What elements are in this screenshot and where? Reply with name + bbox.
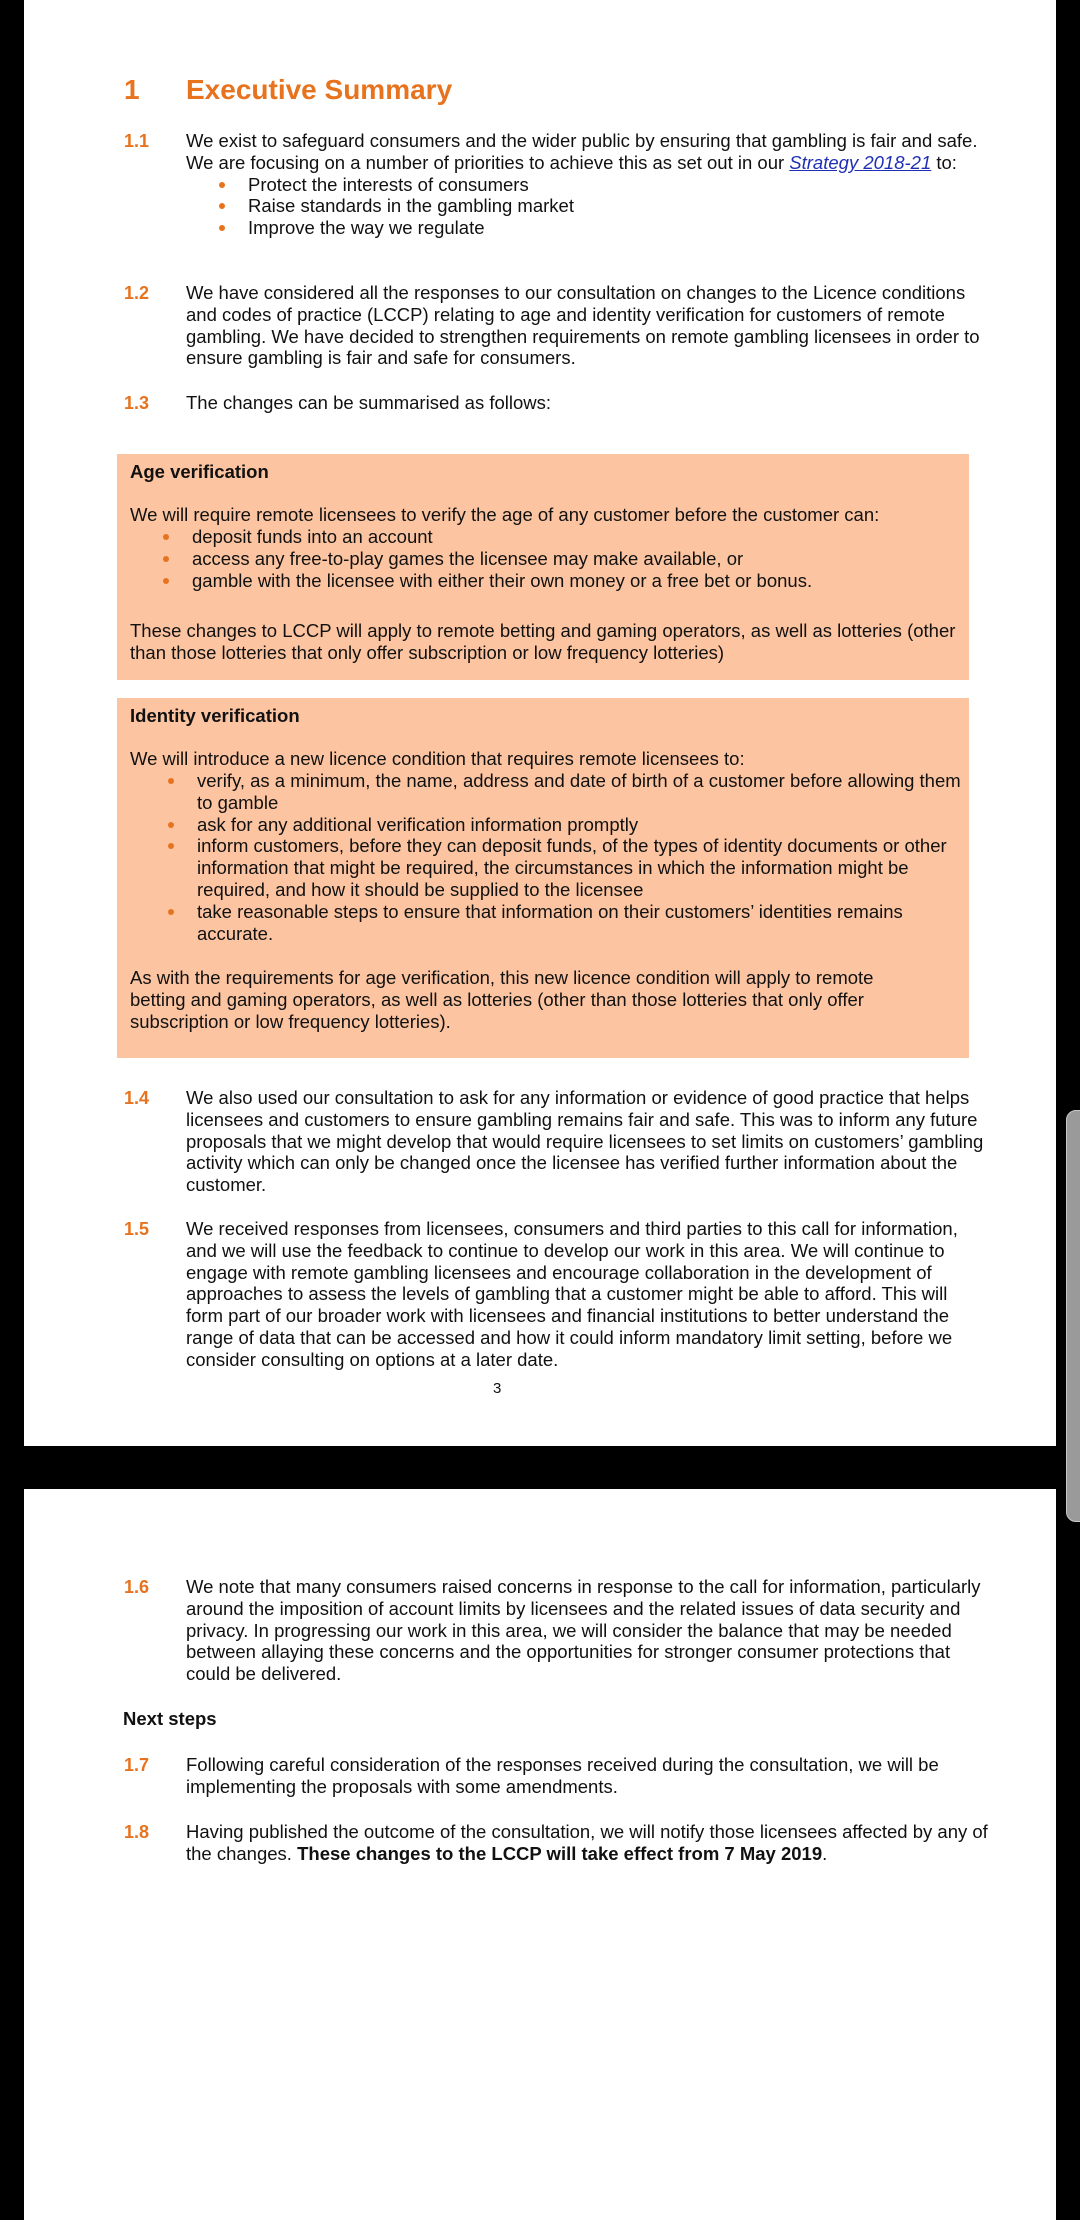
paragraph-number: 1.1 <box>124 131 150 151</box>
paragraph-number: 1.4 <box>124 1088 150 1108</box>
age-verification-box <box>117 454 969 680</box>
paragraph-text: Having published the outcome of the consultation, we will notify those licensees affected by any of the changes. <box>186 1821 988 1864</box>
list-item: deposit funds into an account <box>192 526 952 548</box>
paragraph-text: We exist to safeguard consumers and the wider public by ensuring that gambling is fair and safe. We are focusing on a number of priorities to achieve this as set out in our <box>186 130 978 173</box>
list-item: gamble with the licensee with either their own money or a free bet or bonus. <box>192 570 952 592</box>
list-item: verify, as a minimum, the name, address and date of birth of a customer before allowing them to gamble <box>197 770 961 813</box>
paragraph-1-7: Following careful consideration of the responses received during the consultation, we will be implementing the proposals with some amendments. <box>186 1754 939 1797</box>
page-number: 3 <box>493 1380 502 1397</box>
paragraph-1-2: We have considered all the responses to our consultation on changes to the Licence conditions and codes of practice (LCCP) relating to age and identity verification for customers of remote gambling. We have decided to strengthen requirements on remote gambling licensees in order to ensure gambling is fair and safe for consumers. <box>186 282 980 369</box>
box-closing: These changes to LCCP will apply to remote betting and gaming operators, as well as lotteries (other than those lotteries that only offer subscription or low frequency lotteries) <box>130 620 956 663</box>
box-closing: As with the requirements for age verification, this new licence condition will apply to remote betting and gaming operators, as well as lotteries (other than those lotteries that only offer subscription or low frequency lotteries). <box>130 967 874 1032</box>
next-steps-heading: Next steps <box>123 1708 217 1729</box>
box-title: Identity verification <box>130 705 300 726</box>
paragraph-number: 1.5 <box>124 1219 150 1239</box>
paragraph-number: 1.6 <box>124 1577 150 1597</box>
box-intro: We will introduce a new licence condition that requires remote licensees to: <box>130 748 745 769</box>
document-page-4 <box>24 1489 1056 2220</box>
list-item: ask for any additional verification information promptly <box>197 814 962 836</box>
paragraph-1-3: The changes can be summarised as follows: <box>186 392 552 413</box>
section-title: Executive Summary <box>186 74 453 105</box>
paragraph-1-1 <box>186 130 986 239</box>
paragraph-1-8 <box>186 1821 996 1865</box>
scrollbar-thumb[interactable] <box>1066 1110 1080 1522</box>
paragraph-text: . <box>822 1842 828 1864</box>
priorities-list <box>248 174 986 239</box>
identity-requirements-list <box>197 770 962 944</box>
list-item: Raise standards in the gambling market <box>248 195 986 217</box>
identity-verification-box <box>117 698 969 1058</box>
box-title: Age verification <box>130 461 269 482</box>
paragraph-text: to: <box>931 151 957 173</box>
paragraph-number: 1.2 <box>124 283 150 303</box>
paragraph-number: 1.8 <box>124 1822 150 1842</box>
paragraph-1-6: We note that many consumers raised concerns in response to the call for information, particularly around the imposition of account limits by licensees and the related issues of data security and privacy. In progressing our work in this area, we will consider the balance that may be needed between allaying these concerns and the opportunities for stronger consumer protections that could be delivered. <box>186 1576 981 1685</box>
list-item: Improve the way we regulate <box>248 217 986 239</box>
document-page-3 <box>24 0 1056 1446</box>
list-item: inform customers, before they can deposit funds, of the types of identity documents or other information that might be required, the circumstances in which the information might be required, and how it should be supplied to the licensee <box>197 835 962 900</box>
list-item: take reasonable steps to ensure that information on their customers’ identities remains accurate. <box>197 901 962 945</box>
strategy-link[interactable]: Strategy 2018-21 <box>789 151 932 173</box>
age-requirements-list <box>192 526 952 591</box>
paragraph-number: 1.7 <box>124 1755 150 1775</box>
list-item: access any free-to-play games the licensee may make available, or <box>192 548 952 570</box>
box-intro: We will require remote licensees to verify the age of any customer before the customer can: <box>130 504 880 525</box>
paragraph-1-4: We also used our consultation to ask for any information or evidence of good practice that helps licensees and customers to ensure gambling remains fair and safe. This was to inform any future proposals that we might develop that would require licensees to set limits on customers’ gambling activity which can only be changed once the licensee has verified further information about the customer. <box>186 1087 984 1196</box>
paragraph-1-5: We received responses from licensees, consumers and third parties to this call for information, and we will use the feedback to continue to develop our work in this area. We will continue to engage with remote gambling licensees and encourage collaboration in the development of approaches to assess the levels of gambling that a customer might be able to afford. This will form part of our broader work with licensees and financial institutions to better understand the range of data that can be accessed and how it could inform mandatory limit setting, before we consider consulting on options at a later date. <box>186 1218 958 1370</box>
list-item: Protect the interests of consumers <box>248 174 986 196</box>
paragraph-number: 1.3 <box>124 393 150 413</box>
effective-date-statement: These changes to the LCCP will take effect from 7 May 2019 <box>297 1842 823 1864</box>
section-number: 1 <box>124 74 140 105</box>
